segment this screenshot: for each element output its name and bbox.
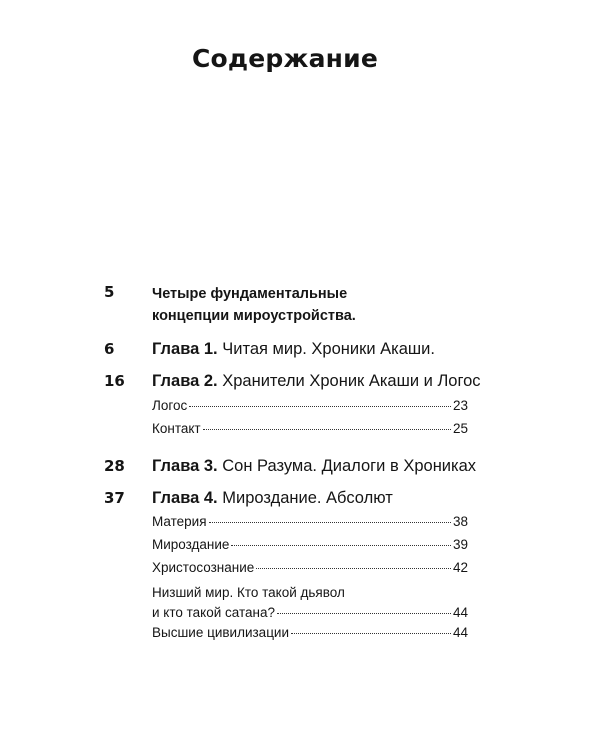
section-page: 42 (452, 560, 468, 575)
entry-title-line: Четыре фундаментальные (152, 286, 348, 302)
chapter-label: Глава 3. (152, 457, 218, 475)
page-number: 5 (104, 283, 115, 301)
section-page: 39 (452, 537, 468, 552)
dot-leader (209, 522, 451, 523)
toc-section[interactable] (152, 421, 468, 441)
chapter-label: Глава 1. (152, 340, 218, 358)
page-number: 16 (104, 372, 125, 390)
toc-section[interactable] (152, 560, 468, 580)
section-title: Мироздание (152, 537, 230, 552)
page-number: 28 (104, 457, 125, 475)
section-page: 44 (452, 625, 468, 640)
chapter-title: Сон Разума. Диалоги в Хрониках (222, 457, 477, 475)
section-page: 38 (452, 514, 468, 529)
toc-section[interactable] (152, 625, 468, 645)
chapter-title: Хранители Хроник Акаши и Логос (222, 372, 481, 390)
chapter-label: Глава 4. (152, 489, 218, 507)
chapter-heading (152, 457, 476, 476)
section-title: Высшие цивилизации (152, 625, 290, 640)
toc-section[interactable] (152, 398, 468, 418)
section-page: 25 (452, 421, 468, 436)
chapter-title: Мироздание. Абсолют (222, 489, 393, 507)
page-number: 6 (104, 340, 115, 358)
dot-leader (231, 545, 451, 546)
chapter-heading (152, 340, 435, 359)
dot-leader (256, 568, 451, 569)
dot-leader (203, 429, 451, 430)
entry-title (152, 283, 356, 327)
toc-section[interactable] (152, 537, 468, 557)
section-title: Материя (152, 514, 207, 529)
section-page: 44 (452, 605, 468, 620)
dot-leader (277, 613, 451, 614)
section-row (152, 603, 468, 623)
chapter-heading (152, 489, 393, 508)
chapter-heading (152, 372, 481, 391)
chapter-label: Глава 2. (152, 372, 218, 390)
page-title: Содержание (191, 44, 379, 73)
section-title-line: и кто такой сатана? (152, 605, 276, 620)
section-title: Контакт (152, 421, 201, 436)
entry-title-line: концепции мироустройства. (152, 308, 356, 324)
section-title: Христосознание (152, 560, 255, 575)
section-title-line: Низший мир. Кто такой дьявол (152, 585, 345, 600)
dot-leader (291, 633, 451, 634)
toc-section[interactable] (152, 514, 468, 534)
dot-leader (189, 406, 451, 407)
chapter-title: Читая мир. Хроники Акаши. (222, 340, 435, 358)
section-title: Логос (152, 398, 188, 413)
page-number: 37 (104, 489, 125, 507)
toc-section[interactable] (152, 583, 468, 623)
section-page: 23 (452, 398, 468, 413)
